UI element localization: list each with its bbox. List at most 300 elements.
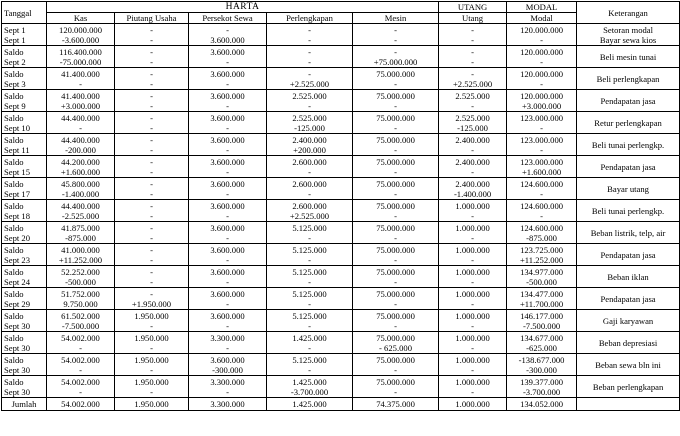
cell-utang-line: 1.000.000 (455, 266, 490, 277)
cell-persekot-line: 3.600.000 (210, 68, 245, 79)
cell-kas-line: - (79, 364, 82, 375)
table-row (2, 112, 680, 134)
cell-kas-line: -1.400.000 (61, 188, 100, 199)
cell-perlengkapan-line: 5.125.000 (292, 310, 327, 321)
cell-mesin-line: 75.000.000 (376, 156, 415, 167)
cell-perlengkapan-line: +2.525.000 (289, 78, 330, 89)
cell-kas (47, 266, 115, 288)
cell-perlengkapan-line: 2.525.000 (292, 112, 327, 123)
cell-utang-line: - (471, 34, 474, 45)
cell-kas-line: 116.400.000 (59, 46, 102, 57)
cell-persekot-line: 3.600.000 (210, 112, 245, 123)
cell-keterangan (577, 310, 680, 332)
table-row (2, 222, 680, 244)
cell-tanggal-line: Saldo (4, 134, 24, 145)
cell-mesin-line: - (394, 122, 397, 133)
cell-mesin-line: - (394, 232, 397, 243)
cell-piutang (115, 112, 189, 134)
cell-keterangan (577, 156, 680, 178)
cell-utang (439, 332, 507, 354)
cell-tanggal-line: Saldo (4, 244, 24, 255)
cell-mesin-line: 75.000.000 (376, 222, 415, 233)
cell-perlengkapan (267, 156, 353, 178)
cell-modal (507, 332, 577, 354)
cell-kas-line: 41.875.000 (61, 222, 100, 233)
cell-mesin (353, 90, 439, 112)
cell-piutang-line: - (150, 178, 153, 189)
cell-tanggal (2, 200, 47, 222)
cell-perlengkapan-line: - (308, 276, 311, 287)
header-piutang: Piutang Usaha (115, 13, 189, 24)
cell-tanggal-line: Saldo (4, 266, 24, 277)
cell-mesin (353, 178, 439, 200)
cell-keterangan (577, 288, 680, 310)
keterangan-line: Beban sewa bln ini (595, 359, 661, 370)
ledger-body (2, 24, 680, 398)
cell-persekot-line: - (226, 254, 229, 265)
cell-utang-line: - (471, 68, 474, 79)
total-utang: 1.000.000 (439, 398, 507, 411)
cell-kas-line: -3.600.000 (61, 34, 100, 45)
cell-mesin-line: +75.000.000 (373, 56, 418, 67)
cell-utang-line: - (471, 342, 474, 353)
cell-keterangan (577, 376, 680, 398)
cell-utang (439, 68, 507, 90)
cell-persekot-line: 3.300.000 (210, 376, 245, 387)
cell-perlengkapan-line: - (308, 24, 311, 35)
cell-utang-line: -125.000 (457, 122, 488, 133)
cell-mesin-line: 75.000.000 (376, 134, 415, 145)
cell-mesin-line: - (394, 34, 397, 45)
cell-perlengkapan-line: 5.125.000 (292, 354, 327, 365)
cell-piutang-line: - (150, 112, 153, 123)
cell-utang (439, 310, 507, 332)
cell-mesin-line: - (394, 386, 397, 397)
cell-kas (47, 288, 115, 310)
cell-modal (507, 90, 577, 112)
keterangan-line: Pendapatan jasa (600, 293, 656, 304)
cell-kas (47, 332, 115, 354)
cell-piutang (115, 24, 189, 46)
cell-modal (507, 354, 577, 376)
cell-mesin-line: 75.000.000 (376, 200, 415, 211)
cell-persekot-line: - (226, 386, 229, 397)
cell-persekot-line: - (226, 78, 229, 89)
cell-utang-line: - (471, 210, 474, 221)
cell-persekot-line: 3.600.000 (210, 288, 245, 299)
cell-tanggal (2, 288, 47, 310)
cell-mesin-line: - (394, 78, 397, 89)
cell-utang-line: - (471, 166, 474, 177)
cell-persekot-line: - (226, 276, 229, 287)
cell-mesin-line: - (394, 166, 397, 177)
cell-persekot-line: 3.600.000 (210, 34, 245, 45)
cell-utang (439, 376, 507, 398)
cell-mesin (353, 310, 439, 332)
cell-perlengkapan-line: 2.600.000 (292, 200, 327, 211)
table-row (2, 332, 680, 354)
keterangan-text (579, 228, 677, 238)
header-perlengkapan: Perlengkapan (267, 13, 353, 24)
cell-piutang-line: 1.950.000 (134, 310, 169, 321)
cell-modal (507, 24, 577, 46)
cell-persekot-line: - (226, 320, 229, 331)
cell-modal-line: - (540, 78, 543, 89)
cell-utang-line: 2.400.000 (455, 156, 490, 167)
cell-modal (507, 112, 577, 134)
table-row (2, 288, 680, 310)
header-modal-group: MODAL (507, 2, 577, 13)
header-utang: Utang (439, 13, 507, 24)
cell-utang-line: +2.525.000 (452, 78, 493, 89)
cell-utang-line: 2.525.000 (455, 90, 490, 101)
cell-tanggal-line: Sept 30 (4, 386, 31, 397)
table-row (2, 68, 680, 90)
cell-kas-line: 44.400.000 (61, 200, 100, 211)
cell-tanggal (2, 222, 47, 244)
cell-utang (439, 288, 507, 310)
cell-tanggal (2, 266, 47, 288)
table-row (2, 178, 680, 200)
cell-mesin (353, 288, 439, 310)
cell-persekot (189, 46, 267, 68)
cell-perlengkapan-line: -125.000 (294, 122, 325, 133)
cell-piutang-line: 1.950.000 (134, 354, 169, 365)
total-label: Jumlah (2, 398, 47, 411)
cell-utang (439, 134, 507, 156)
keterangan-line: Pendapatan jasa (600, 95, 656, 106)
cell-tanggal (2, 68, 47, 90)
header-kas: Kas (47, 13, 115, 24)
cell-kas-line: -200.000 (65, 144, 96, 155)
cell-kas-line: 54.002.000 (61, 354, 100, 365)
total-modal: 134.052.000 (507, 398, 577, 411)
cell-modal-line: -138.677.000 (518, 354, 565, 365)
keterangan-line: Pendapatan jasa (600, 161, 656, 172)
keterangan-line: Setoran modal (603, 24, 653, 35)
cell-modal-line: 120.000.000 (520, 46, 564, 57)
cell-mesin (353, 156, 439, 178)
cell-tanggal-line: Sept 2 (4, 56, 26, 67)
cell-perlengkapan-line: 1.425.000 (292, 332, 327, 343)
keterangan-line: Beli tunai perlengkp. (591, 139, 665, 150)
cell-keterangan (577, 90, 680, 112)
cell-persekot (189, 112, 267, 134)
cell-persekot-line: - (226, 188, 229, 199)
cell-kas (47, 46, 115, 68)
cell-perlengkapan (267, 24, 353, 46)
cell-piutang (115, 200, 189, 222)
cell-utang-line: 1.000.000 (455, 376, 490, 387)
cell-mesin-line: - (394, 254, 397, 265)
cell-keterangan (577, 222, 680, 244)
cell-persekot-line: - (226, 210, 229, 221)
cell-kas (47, 178, 115, 200)
cell-persekot-line: 3.600.000 (210, 222, 245, 233)
cell-modal (507, 266, 577, 288)
cell-piutang (115, 90, 189, 112)
cell-piutang-line: - (150, 156, 153, 167)
cell-persekot (189, 134, 267, 156)
cell-tanggal-line: Sept 10 (4, 122, 31, 133)
cell-modal-line: 123.000.000 (520, 112, 564, 123)
cell-modal-line: - (540, 210, 543, 221)
cell-persekot-line: 3.600.000 (210, 178, 245, 189)
total-keterangan (577, 398, 680, 411)
cell-keterangan (577, 244, 680, 266)
cell-piutang-line: - (150, 200, 153, 211)
cell-utang-line: - (471, 386, 474, 397)
cell-tanggal-line: Saldo (4, 90, 24, 101)
cell-mesin (353, 68, 439, 90)
keterangan-line: Beban listrik, telp, air (590, 227, 666, 238)
cell-kas-line: 61.502.000 (61, 310, 100, 321)
cell-utang (439, 178, 507, 200)
header-row-groups (2, 2, 680, 13)
cell-tanggal-line: Saldo (4, 376, 24, 387)
cell-tanggal (2, 24, 47, 46)
cell-mesin-line: 75.000.000 (376, 310, 415, 321)
total-perlengkapan: 1.425.000 (267, 398, 353, 411)
cell-persekot (189, 376, 267, 398)
keterangan-text (579, 118, 677, 128)
cell-modal-line: -500.000 (526, 276, 557, 287)
total-kas: 54.002.000 (47, 398, 115, 411)
keterangan-text (579, 206, 677, 216)
cell-tanggal (2, 90, 47, 112)
cell-modal-line: -875.000 (526, 232, 557, 243)
total-piutang: 1.950.000 (115, 398, 189, 411)
cell-keterangan (577, 332, 680, 354)
cell-perlengkapan (267, 222, 353, 244)
table-row (2, 156, 680, 178)
cell-utang (439, 112, 507, 134)
cell-modal-line: 123.725.000 (520, 244, 564, 255)
cell-piutang (115, 68, 189, 90)
cell-piutang (115, 310, 189, 332)
cell-persekot (189, 288, 267, 310)
cell-kas-line: 44.400.000 (61, 112, 100, 123)
cell-kas-line: 52.252.000 (61, 266, 100, 277)
cell-tanggal-line: Saldo (4, 112, 24, 123)
cell-mesin-line: - (394, 364, 397, 375)
cell-kas-line: +1.600.000 (60, 166, 101, 177)
table-row (2, 376, 680, 398)
table-row (2, 310, 680, 332)
total-persekot: 3.300.000 (189, 398, 267, 411)
cell-persekot-line: 3.600.000 (210, 310, 245, 321)
cell-kas-line: 41.400.000 (61, 90, 100, 101)
cell-keterangan (577, 68, 680, 90)
cell-persekot-line: -300.000 (212, 364, 243, 375)
cell-persekot-line: - (226, 122, 229, 133)
cell-tanggal-line: Sept 18 (4, 210, 31, 221)
cell-persekot (189, 354, 267, 376)
cell-perlengkapan-line: 2.525.000 (292, 90, 327, 101)
cell-perlengkapan (267, 244, 353, 266)
cell-piutang-line: - (150, 266, 153, 277)
cell-mesin-line: - (394, 320, 397, 331)
cell-utang-line: 1.000.000 (455, 310, 490, 321)
cell-perlengkapan (267, 68, 353, 90)
cell-kas (47, 376, 115, 398)
cell-piutang (115, 354, 189, 376)
cell-tanggal-line: Saldo (4, 288, 24, 299)
cell-tanggal-line: Saldo (4, 178, 24, 189)
cell-persekot-line: 3.600.000 (210, 266, 245, 277)
cell-tanggal-line: Sept 29 (4, 298, 31, 309)
cell-tanggal-line: Sept 1 (4, 34, 26, 45)
keterangan-text (579, 360, 677, 370)
cell-perlengkapan-line: - (308, 342, 311, 353)
cell-perlengkapan (267, 354, 353, 376)
cell-persekot (189, 68, 267, 90)
cell-mesin (353, 332, 439, 354)
cell-persekot (189, 266, 267, 288)
cell-modal (507, 310, 577, 332)
cell-kas (47, 156, 115, 178)
cell-piutang-line: - (150, 188, 153, 199)
cell-mesin-line: 75.000.000 (376, 288, 415, 299)
cell-utang-line: 1.000.000 (455, 222, 490, 233)
cell-kas-line: - (79, 78, 82, 89)
cell-persekot-line: - (226, 166, 229, 177)
cell-perlengkapan-line: - (308, 68, 311, 79)
cell-tanggal-line: Sept 30 (4, 364, 31, 375)
cell-keterangan (577, 200, 680, 222)
cell-tanggal-line: Sept 1 (4, 24, 26, 35)
cell-mesin-line: 75.000.000 (376, 376, 415, 387)
cell-modal-line: - (540, 56, 543, 67)
table-row (2, 46, 680, 68)
cell-persekot (189, 90, 267, 112)
cell-persekot-line: 3.600.000 (210, 90, 245, 101)
cell-piutang-line: +1.950.000 (131, 298, 172, 309)
cell-piutang-line: - (150, 90, 153, 101)
cell-persekot (189, 200, 267, 222)
cell-piutang-line: - (150, 222, 153, 233)
cell-utang-line: - (471, 46, 474, 57)
cell-tanggal-line: Sept 3 (4, 78, 26, 89)
cell-perlengkapan-line: 1.425.000 (292, 376, 327, 387)
cell-mesin (353, 24, 439, 46)
cell-tanggal (2, 332, 47, 354)
cell-modal-line: 134.977.000 (520, 266, 564, 277)
cell-piutang (115, 266, 189, 288)
cell-modal-line: 134.477.000 (520, 288, 564, 299)
cell-kas (47, 24, 115, 46)
cell-utang-line: - (471, 144, 474, 155)
cell-tanggal-line: Saldo (4, 310, 24, 321)
cell-mesin (353, 376, 439, 398)
cell-perlengkapan-line: 2.600.000 (292, 156, 327, 167)
table-row (2, 200, 680, 222)
cell-perlengkapan-line: 2.600.000 (292, 178, 327, 189)
cell-kas-line: 44.400.000 (61, 134, 100, 145)
cell-mesin (353, 112, 439, 134)
total-mesin: 74.375.000 (353, 398, 439, 411)
keterangan-line: Beban depresiasi (598, 337, 658, 348)
header-utang-group: UTANG (439, 2, 507, 13)
cell-modal-line: +3.000.000 (521, 100, 562, 111)
cell-modal (507, 134, 577, 156)
cell-modal-line: +11.700.000 (519, 298, 564, 309)
cell-keterangan (577, 46, 680, 68)
cell-piutang-line: - (150, 232, 153, 243)
keterangan-text (579, 52, 677, 62)
cell-perlengkapan-line: - (308, 34, 311, 45)
cell-utang-line: 1.000.000 (455, 354, 490, 365)
cell-kas-line: -2.525.000 (61, 210, 100, 221)
keterangan-line: Beli tunai perlengkp. (591, 205, 665, 216)
cell-mesin-line: - (394, 100, 397, 111)
cell-perlengkapan (267, 200, 353, 222)
cell-perlengkapan-line: - (308, 56, 311, 67)
header-tanggal: Tanggal (2, 2, 47, 24)
cell-keterangan (577, 354, 680, 376)
cell-piutang-line: 1.950.000 (134, 376, 169, 387)
cell-piutang-line: - (150, 254, 153, 265)
cell-modal (507, 156, 577, 178)
cell-modal-line: - (540, 188, 543, 199)
table-row (2, 24, 680, 46)
cell-modal-line: - (540, 144, 543, 155)
cell-modal (507, 244, 577, 266)
cell-persekot-line: 3.600.000 (210, 46, 245, 57)
header-persekot: Persekot Sewa (189, 13, 267, 24)
keterangan-text (579, 316, 677, 326)
cell-perlengkapan-line: 5.125.000 (292, 244, 327, 255)
cell-perlengkapan-line: - (308, 166, 311, 177)
cell-perlengkapan-line: -3.700.000 (290, 386, 329, 397)
cell-persekot-line: - (226, 24, 229, 35)
cell-utang (439, 244, 507, 266)
cell-utang-line: 2.525.000 (455, 112, 490, 123)
cell-mesin-line: 75.000.000 (376, 332, 415, 343)
cell-mesin-line: 75.000.000 (376, 112, 415, 123)
table-row (2, 90, 680, 112)
cell-persekot-line: 3.600.000 (210, 244, 245, 255)
cell-perlengkapan (267, 90, 353, 112)
cell-modal-line: 123.000.000 (520, 156, 564, 167)
cell-piutang-line: - (150, 78, 153, 89)
header-harta: HARTA (47, 2, 439, 13)
cell-perlengkapan-line: - (308, 364, 311, 375)
keterangan-line: Bayar sewa kios (599, 34, 657, 45)
cell-kas-line: 45.800.000 (61, 178, 100, 189)
cell-modal-line: +11.252.000 (519, 254, 564, 265)
cell-kas-line: 51.752.000 (61, 288, 100, 299)
keterangan-line: Gaji karyawan (602, 315, 654, 326)
cell-kas (47, 222, 115, 244)
cell-perlengkapan-line: - (308, 188, 311, 199)
cell-persekot-line: - (226, 144, 229, 155)
cell-utang (439, 90, 507, 112)
cell-persekot-line: - (226, 100, 229, 111)
cell-kas-line: - (79, 386, 82, 397)
cell-utang-line: - (471, 298, 474, 309)
cell-piutang-line: - (150, 210, 153, 221)
cell-kas-line: +3.000.000 (60, 100, 101, 111)
cell-modal (507, 376, 577, 398)
cell-persekot-line: 3.600.000 (210, 200, 245, 211)
cell-kas (47, 112, 115, 134)
table-row (2, 244, 680, 266)
cell-utang (439, 222, 507, 244)
cell-modal-line: 134.677.000 (520, 332, 564, 343)
cell-utang-line: -1.400.000 (453, 188, 492, 199)
cell-piutang-line: - (150, 320, 153, 331)
